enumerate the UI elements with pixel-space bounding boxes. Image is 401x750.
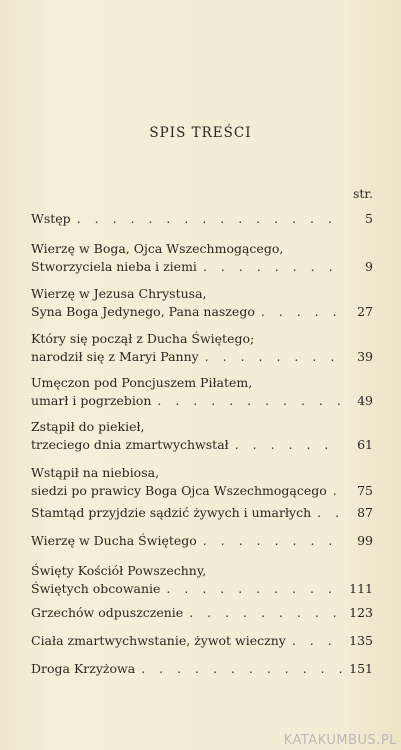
toc-entry-last-line	[31, 504, 373, 522]
toc-entry	[31, 660, 373, 678]
toc-entry-title-line: Grzechów odpuszczenie	[31, 605, 184, 620]
dot-leader	[229, 436, 343, 454]
page-column-label: str.	[352, 186, 373, 201]
toc-entry-title-line: siedzi po prawicy Boga Ojca Wszechmogącego	[31, 483, 327, 498]
toc-page-number: 61	[357, 437, 373, 452]
toc-page-number: 135	[349, 633, 373, 648]
toc-entry-title-line: Wstąpił na niebiosa,	[31, 465, 160, 480]
dot-leader	[327, 482, 343, 500]
toc-entry-title-line: trzeciego dnia zmartwychwstał	[31, 437, 229, 452]
toc-entry-last-line	[31, 632, 373, 650]
page-title: SPIS TREŚCI	[149, 125, 252, 141]
toc-entry-title-line: Świętych obcowanie	[31, 581, 161, 596]
toc-page-number: 39	[357, 349, 373, 364]
toc-entry-title-line: Zstąpił do piekieł,	[31, 419, 145, 434]
toc-entry-title-line: narodził się z Maryi Panny	[31, 349, 199, 364]
toc-page-number: 87	[357, 505, 373, 520]
toc-page-number: 5	[365, 211, 373, 226]
toc-entry-last-line	[31, 392, 373, 410]
dot-leader	[311, 504, 343, 522]
toc-entry-last-line	[31, 532, 373, 550]
toc-entry-last-line	[31, 580, 373, 598]
toc-page-number: 99	[357, 533, 373, 548]
toc-entry-last-line	[31, 660, 373, 678]
dot-leader	[183, 604, 343, 622]
toc-entry-last-line	[31, 604, 373, 622]
dot-leader	[151, 392, 343, 410]
toc-entry	[31, 562, 373, 598]
dot-leader	[286, 632, 343, 650]
toc-entry-last-line	[31, 210, 373, 228]
toc-page-number: 151	[349, 661, 373, 676]
dot-leader	[197, 532, 343, 550]
toc-entry	[31, 285, 373, 321]
toc-entry-title-line: Który się począł z Ducha Świętego;	[31, 331, 255, 346]
toc-entry-last-line	[31, 258, 373, 276]
toc-entry	[31, 504, 373, 522]
toc-entry	[31, 532, 373, 550]
toc-entry-title-line: Droga Krzyżowa	[31, 661, 136, 676]
toc-entry	[31, 374, 373, 410]
toc-entry-last-line	[31, 482, 373, 500]
toc-entry-title-line: Ciała zmartwychwstanie, żywot wieczny	[31, 633, 286, 648]
dot-leader	[197, 258, 343, 276]
toc-entry	[31, 240, 373, 276]
toc-entry	[31, 330, 373, 366]
toc-entry	[31, 210, 373, 228]
toc-entry-last-line	[31, 303, 373, 321]
dot-leader	[199, 348, 343, 366]
toc-entry	[31, 604, 373, 622]
toc-entry-title-line: Święty Kościół Powszechny,	[31, 563, 207, 578]
toc-entry-title-line: Stworzyciela nieba i ziemi	[31, 259, 197, 274]
toc-entry-title-line: Wierzę w Boga, Ojca Wszechmogącego,	[31, 241, 284, 256]
toc-page-number: 123	[349, 605, 373, 620]
dot-leader	[71, 210, 343, 228]
toc-entry	[31, 632, 373, 650]
toc-page-number: 75	[357, 483, 373, 498]
toc-page-number: 27	[357, 304, 373, 319]
dot-leader	[160, 580, 343, 598]
toc-entry-title-line: Umęczon pod Poncjuszem Piłatem,	[31, 375, 253, 390]
toc-entry-title-line: Wierzę w Ducha Świętego	[31, 533, 197, 548]
toc-entry	[31, 418, 373, 454]
toc-page-number: 111	[349, 581, 373, 596]
toc-entry	[31, 464, 373, 500]
toc-entry-title-line: Stamtąd przyjdzie sądzić żywych i umarłych	[31, 505, 312, 520]
watermark: KATAKUMBUS.PL	[283, 733, 397, 748]
toc-entry-title-line: Wierzę w Jezusa Chrystusa,	[31, 286, 207, 301]
toc-entry-title-line: Wstęp	[31, 211, 71, 226]
dot-leader	[135, 660, 343, 678]
toc-entry-last-line	[31, 436, 373, 454]
toc-page-number: 9	[365, 259, 373, 274]
toc-entry-last-line	[31, 348, 373, 366]
toc-entry-title-line: Syna Boga Jedynego, Pana naszego	[31, 304, 255, 319]
toc-page-number: 49	[357, 393, 373, 408]
toc-entry-title-line: umarł i pogrzebion	[31, 393, 152, 408]
dot-leader	[255, 303, 343, 321]
